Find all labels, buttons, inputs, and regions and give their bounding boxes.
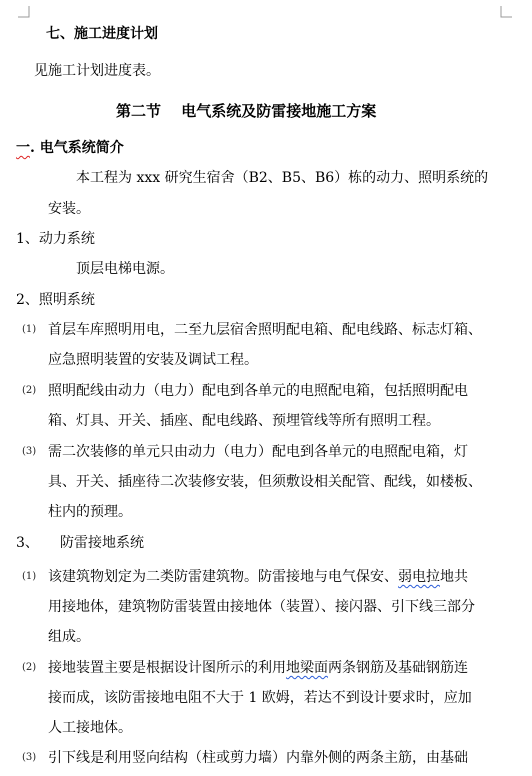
subsection-power-title: 1、动力系统: [16, 231, 95, 247]
part1-heading: [16, 138, 124, 158]
list-item-line: 柱内的预理。: [48, 504, 132, 520]
text-run: 两条钢筋及基础钢筋连: [328, 660, 468, 676]
section7-body: 见施工计划进度表。: [34, 63, 160, 79]
list-number: (1): [22, 324, 37, 335]
grammar-flag: 地梁面: [286, 660, 328, 676]
list-item-line: [48, 658, 468, 678]
subsection-lightning-title: 防雷接地系统: [60, 535, 144, 551]
subsection-lighting-title: 2、照明系统: [16, 292, 95, 308]
list-item-line: 引下线是利用竖向结构（柱或剪力墙）内靠外侧的两条主筋，由基础: [48, 750, 468, 766]
part1-prefix: 一: [16, 140, 30, 156]
text-run: 接地装置主要是根据设计图所示的利用: [48, 660, 286, 676]
list-item-line: 箱、灯具、开关、插座、配电线路、预埋管线等所有照明工程。: [48, 413, 440, 429]
crop-mark-top-left: [18, 6, 30, 18]
subsection-lightning-number: 3、: [16, 535, 39, 551]
chapter-title: 第二节 电气系统及防雷接地施工方案: [116, 102, 377, 120]
list-item-line: 应急照明装置的安装及调试工程。: [48, 352, 258, 368]
part1-title: . 电气系统简介: [30, 140, 124, 156]
list-item-line: 首层车库照明用电，二至九层宿舍照明配电箱、配电线路、标志灯箱、: [48, 322, 482, 338]
list-item-line: 组成。: [48, 629, 90, 645]
list-item-line: 用接地体，建筑物防雷装置由接地体（装置）、接闪器、引下线三部分: [48, 599, 475, 615]
subsection-power-body: 顶层电梯电源。: [76, 261, 174, 277]
list-number: (3): [22, 752, 37, 763]
list-item-line: 照明配线由动力（电力）配电到各单元的电照配电箱，包括照明配电: [48, 383, 468, 399]
text-run: 该建筑物划定为二类防雷建筑物。防雷接地与电气保安、: [48, 569, 398, 585]
list-number: (2): [22, 662, 37, 673]
list-item-line: 需二次装修的单元只由动力（电力）配电到各单元的电照配电箱，灯: [48, 444, 468, 460]
list-item-line: 接而成，该防雷接地电阻不大于 1 欧姆，若达不到设计要求时，应加: [48, 690, 472, 706]
grammar-flag: 弱电拉: [398, 569, 440, 585]
list-number: (1): [22, 571, 37, 582]
list-item-line: [48, 567, 468, 587]
list-item-line: 具、开关、插座待二次装修安装，但须敷设相关配管、配线，如楼板、: [48, 474, 482, 490]
intro-line-1: 本工程为 xxx 研究生宿舍（B2、B5、B6）栋的动力、照明系统的: [76, 170, 489, 186]
crop-mark-top-right: [500, 6, 512, 18]
text-run: 地共: [440, 569, 468, 585]
section7-heading: 七、施工进度计划: [46, 26, 158, 42]
intro-line-2: 安装。: [48, 201, 90, 217]
list-item-line: 人工接地体。: [48, 720, 132, 736]
list-number: (2): [22, 385, 37, 396]
list-number: (3): [22, 446, 37, 457]
